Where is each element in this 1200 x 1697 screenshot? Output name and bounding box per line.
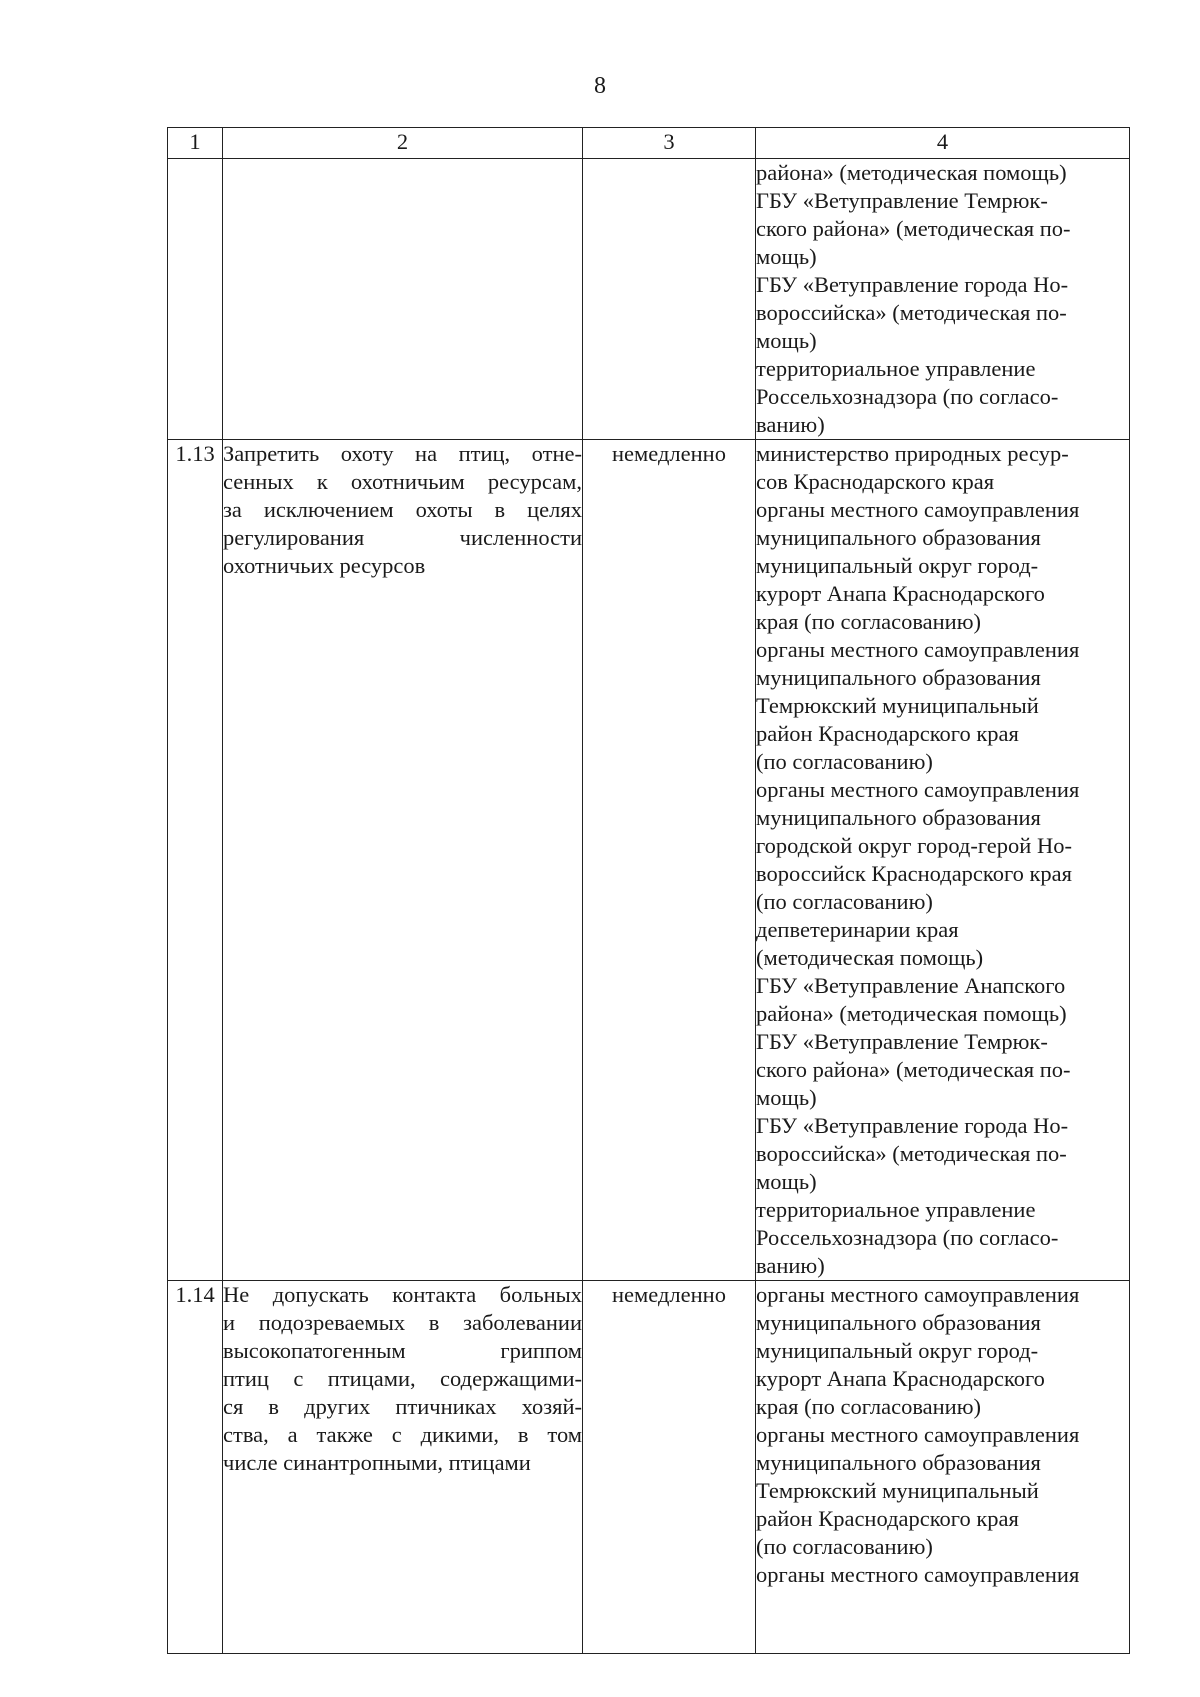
table-row [168,159,1130,440]
executor-line: территориальное управление [756,356,1036,381]
executor-line: муниципального образования [756,1450,1041,1475]
executor-line: района» (методическая помощь) [756,160,1067,185]
table-row [168,1281,1130,1654]
executor-line: муниципального образования [756,525,1041,550]
executors-cell [756,440,1130,1281]
item-number [168,159,223,440]
executor-line: ГБУ «Ветуправление Темрюк- [756,188,1048,213]
measures-table [167,127,1130,1654]
measure-line: птиц с птицами, содержащими- [223,1366,582,1391]
item-number: 1.13 [168,440,223,1281]
executor-line: Темрюкский муниципальный [756,1478,1039,1503]
measure-line: Не допускать контакта больных [223,1282,582,1307]
measure-line: и подозреваемых в заболевании [223,1310,582,1335]
measure-line: высокопатогенным гриппом [223,1338,582,1363]
executor-line: муниципального образования [756,1310,1041,1335]
measure-line: Запретить охоту на птиц, отне- [223,441,582,466]
measure-line: сенных к охотничьим ресурсам, [223,469,582,494]
page-number: 8 [594,73,606,99]
executor-line: ского района» (методическая по- [756,1057,1071,1082]
executors-cell [756,159,1130,440]
measure-line: охотничьих ресурсов [223,553,426,578]
table-header-row [168,128,1130,159]
executor-line: ГБУ «Ветуправление Анапского [756,973,1066,998]
executor-line: (методическая помощь) [756,945,984,970]
executor-line: ванию) [756,1253,825,1278]
executors-cell [756,1281,1130,1654]
executor-line: вороссийска» (методическая по- [756,300,1067,325]
executor-line: ГБУ «Ветуправление города Но- [756,272,1069,297]
executor-line: района» (методическая помощь) [756,1001,1067,1026]
executor-line: курорт Анапа Краснодарского [756,581,1045,606]
executor-line: органы местного самоуправления [756,1282,1080,1307]
executor-line: депветеринарии края [756,917,959,942]
column-number-1: 1 [168,128,223,159]
executor-line: органы местного самоуправления [756,1422,1080,1447]
measure-cell [223,440,583,1281]
executor-line: территориальное управление [756,1197,1036,1222]
executor-line: ГБУ «Ветуправление Темрюк- [756,1029,1048,1054]
executor-line: муниципальный округ город- [756,553,1039,578]
executor-line: ГБУ «Ветуправление города Но- [756,1113,1069,1138]
executor-line: мощь) [756,244,817,269]
executor-line: Россельхознадзора (по согласо- [756,1225,1059,1250]
table-row [168,440,1130,1281]
executor-line: органы местного самоуправления [756,1562,1080,1587]
executor-line: район Краснодарского края [756,1506,1019,1531]
executor-line: органы местного самоуправления [756,637,1080,662]
executor-line: городской округ город-герой Но- [756,833,1072,858]
executor-line: мощь) [756,328,817,353]
measure-line: ся в других птичниках хозяй- [223,1394,582,1419]
executor-line: курорт Анапа Краснодарского [756,1366,1045,1391]
measure-cell [223,159,583,440]
executor-line: министерство природных ресур- [756,441,1069,466]
deadline-cell [583,159,756,440]
column-number-4: 4 [756,128,1130,159]
measure-line: регулирования численности [223,525,582,550]
measure-line: за исключением охоты в целях [223,497,582,522]
measure-line: числе синантропными, птицами [223,1450,531,1475]
executor-line: (по согласованию) [756,889,933,914]
item-number: 1.14 [168,1281,223,1654]
deadline-cell: немедленно [583,1281,756,1654]
column-number-2: 2 [223,128,583,159]
executor-line: район Краснодарского края [756,721,1019,746]
executor-line: мощь) [756,1169,817,1194]
deadline-cell: немедленно [583,440,756,1281]
executor-line: края (по согласованию) [756,609,982,634]
executor-line: (по согласованию) [756,749,933,774]
executor-line: органы местного самоуправления [756,777,1080,802]
measure-line: ства, а также с дикими, в том [223,1422,582,1447]
executor-line: Россельхознадзора (по согласо- [756,384,1059,409]
executor-line: муниципальный округ город- [756,1338,1039,1363]
executor-line: края (по согласованию) [756,1394,982,1419]
executor-line: муниципального образования [756,665,1041,690]
executor-line: вороссийска» (методическая по- [756,1141,1067,1166]
executor-line: ского района» (методическая по- [756,216,1071,241]
executor-line: сов Краснодарского края [756,469,995,494]
executor-line: вороссийск Краснодарского края [756,861,1073,886]
executor-line: органы местного самоуправления [756,497,1080,522]
executor-line: Темрюкский муниципальный [756,693,1039,718]
executor-line: ванию) [756,412,825,437]
executor-line: мощь) [756,1085,817,1110]
executor-line: муниципального образования [756,805,1041,830]
measure-cell [223,1281,583,1654]
column-number-3: 3 [583,128,756,159]
executor-line: (по согласованию) [756,1534,933,1559]
